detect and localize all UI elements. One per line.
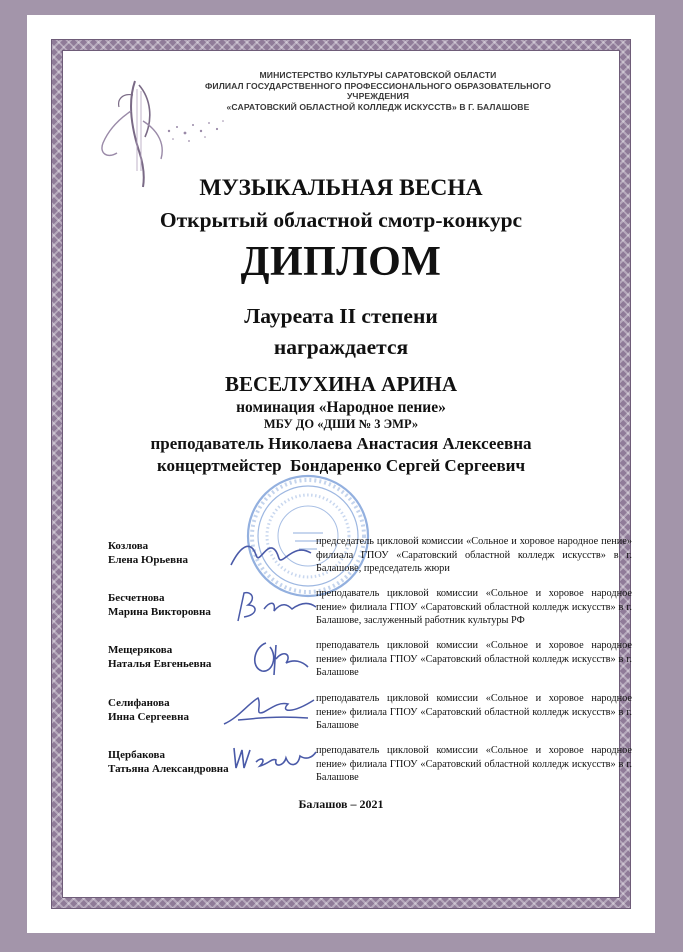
jury-surname: Мещерякова: [108, 644, 173, 656]
diploma-sheet: [27, 15, 655, 933]
jury-surname: Щербакова: [108, 749, 165, 761]
awarded-label: награждается: [273, 335, 409, 359]
jury-description: преподаватель цикловой комиссии «Сольное и хоровое народное пение» филиала ГПОУ «Саратовский областной колледж искусств» в г. Балашове: [316, 693, 632, 731]
jury-surname: Бесчетнова: [108, 592, 165, 604]
jury-description: председатель цикловой комиссии «Сольное и хоровое народное пение» филиала ГПОУ «Саратовский областной колледж искусств» в г. Балашове, председатель жюри: [316, 536, 632, 574]
signature: [230, 587, 320, 627]
jury-description: преподаватель цикловой комиссии «Сольное и хоровое народное пение» филиала ГПОУ «Саратовский областной колледж искусств» в г. Балашове: [316, 745, 632, 783]
teacher: преподаватель Николаева Анастасия Алексеевна: [150, 434, 532, 453]
jury-given-name: Наталья Евгеньевна: [108, 658, 212, 670]
jury-description: преподаватель цикловой комиссии «Сольное и хоровое народное пение» филиала ГПОУ «Саратовский областной колледж искусств» в г. Балашове: [316, 640, 632, 678]
jury-description: преподаватель цикловой комиссии «Сольное и хоровое народное пение» филиала ГПОУ «Саратовский областной колледж искусств» в г. Балашове, заслуженный работник культуры РФ: [316, 588, 632, 626]
degree: Лауреата II степени: [244, 304, 438, 328]
jury-given-name: Марина Викторовна: [108, 606, 211, 618]
diploma-content: [62, 50, 632, 898]
signature: [236, 637, 316, 681]
ministry-line: МИНИСТЕРСТВО КУЛЬТУРЫ САРАТОВСКОЙ ОБЛАСТИ: [259, 70, 497, 80]
contest-title: Открытый областной смотр-конкурс: [159, 208, 523, 232]
jury-given-name: Елена Юрьевна: [108, 554, 188, 566]
school: МБУ ДО «ДШИ № 3 ЭМР»: [263, 417, 419, 431]
decorative-border: [51, 39, 631, 909]
jury-given-name: Инна Сергеевна: [108, 711, 189, 723]
nomination: номинация «Народное пение»: [236, 399, 446, 416]
signature: [226, 535, 316, 575]
jury-surname: Козлова: [108, 540, 149, 552]
ministry-line: «САРАТОВСКИЙ ОБЛАСТНОЙ КОЛЛЕДЖ ИСКУССТВ» В Г. БАЛАШОВЕ: [226, 101, 530, 112]
jury-surname: Селифанова: [108, 697, 170, 709]
ministry-header: [183, 70, 573, 112]
accompanist: концертмейстер Бондаренко Сергей Сергеевич: [156, 456, 526, 475]
signature: [218, 688, 318, 732]
signature: [228, 738, 318, 778]
ministry-line: ФИЛИАЛ ГОСУДАРСТВЕННОГО ПРОФЕССИОНАЛЬНОГО ОБРАЗОВАТЕЛЬНОГО УЧРЕЖДЕНИЯ: [205, 80, 551, 101]
recipient-name: ВЕСЕЛУХИНА АРИНА: [224, 372, 458, 396]
festival-title: МУЗЫКАЛЬНАЯ ВЕСНА: [199, 175, 483, 201]
diploma-title: ДИПЛОМ: [240, 239, 442, 285]
place-year: Балашов – 2021: [298, 797, 384, 811]
jury-given-name: Татьяна Александровна: [108, 763, 229, 775]
